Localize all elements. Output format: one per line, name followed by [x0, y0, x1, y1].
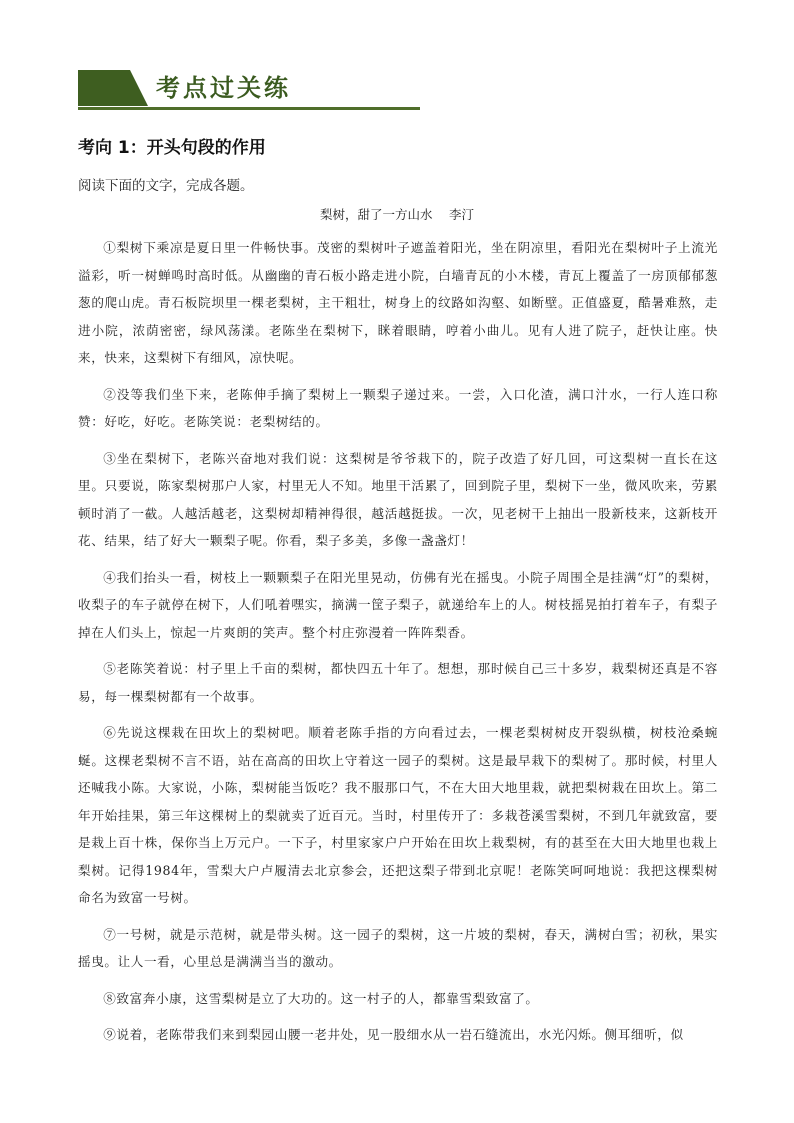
paragraph-8: ⑧致富奔小康，这雪梨树是立了大功的。这一村子的人，都靠雪梨致富了。 — [103, 990, 539, 1006]
article-title: 梨树，甜了一方山水 李汀 — [320, 207, 474, 222]
paragraph-4: ④我们抬头一看，树枝上一颗颗梨子在阳光里晃动，仿佛有光在摇曳。小院子周围全是挂满“灯”的梨树，收梨子的车子就停在树下，人们吼着嘿实，摘满一筐子梨子，就递给车上的人。树枝摇晃拍打着车子，有梨子掉在人们头上，惊起一片爽朗的笑声。整个村庄弥漫着一阵阵梨香。 — [78, 569, 718, 640]
banner-title: 考点过关练 — [156, 73, 291, 102]
paragraph-6: ⑥先说这棵栽在田坎上的梨树吧。顺着老陈手指的方向看过去，一棵老梨树树皮开裂纵横，树枝沧桑蜿蜒。这棵老梨树不言不语，站在高高的田坎上守着这一园子的梨树。这是最早栽下的梨树了。那时候，村里人还喊我小陈。大家说，小陈，梨树能当饭吃？我不服那口气，不在大田大地里栽，就把梨树栽在田坎上。第二年开始挂果，第三年这棵树上的梨就卖了近百元。当时，村里传开了：多栽苍溪雪梨树，不到几年就致富，要是栽上百十株，保你当上万元户。一下子，村里家家户户开始在田坎上栽梨树，有的甚至在大田大地里也栽上梨树。记得1984年，雪梨大户卢履清去北京参会，还把这梨子带到北京呢！老陈笑呵呵地说：我把这棵梨树命名为致富一号树。 — [78, 725, 718, 905]
banner-underline — [78, 107, 420, 110]
paragraph-3: ③坐在梨树下，老陈兴奋地对我们说：这梨树是爷爷栽下的，院子改造了好几回，可这梨树一直长在这里。只要说，陈家梨树那户人家，村里无人不知。地里干活累了，回到院子里，梨树下一坐，微风吹来，劳累顿时消了一截。人越活越老，这梨树却精神得很，越活越挺拔。一次，见老树干上抽出一股新枝来，这新枝开花、结果，结了好大一颗梨子呢。你看，梨子多美，多像一盏盏灯！ — [78, 450, 718, 548]
article-body — [78, 234, 718, 1058]
paragraph-9: ⑨说着，老陈带我们来到梨园山腰一老井处，见一股细水从一岩石缝流出，水光闪烁。侧耳细听，似 — [103, 1027, 684, 1042]
paragraph-1: ①梨树下乘凉是夏日里一件畅快事。茂密的梨树叶子遮盖着阳光，坐在阴凉里，看阳光在梨树叶子上流光溢彩，听一树蝉鸣时高时低。从幽幽的青石板小路走进小院，白墙青瓦的小木楼，青瓦上覆盖了一房顶郁郁葱葱的爬山虎。青石板院坝里一棵老梨树，主干粗壮，树身上的纹路如沟壑、如断壁。正值盛夏，酷暑难熬，走进小院，浓荫密密，绿风荡漾。老陈坐在梨树下，眯着眼睛，哼着小曲儿。见有人进了院子，赶快让座。快来，快来，这梨树下有细风，凉快呢。 — [78, 240, 718, 365]
banner-parallelogram-icon — [78, 70, 148, 106]
section-banner — [78, 70, 420, 112]
section-heading: 考向 1：开头句段的作用 — [78, 138, 266, 158]
paragraph-5: ⑤老陈笑着说：村子里上千亩的梨树，都快四五十年了。想想，那时候自己三十多岁，栽梨树还真是不容易，每一棵梨树都有一个故事。 — [78, 661, 718, 704]
instruction-text: 阅读下面的文字，完成各题。 — [78, 178, 254, 194]
paragraph-2: ②没等我们坐下来，老陈伸手摘了梨树上一颗梨子递过来。一尝，入口化渣，满口汁水，一行人连口称赞：好吃，好吃。老陈笑说：老梨树结的。 — [78, 386, 718, 429]
paragraph-7: ⑦一号树，就是示范树，就是带头树。这一园子的梨树，这一片坡的梨树，春天，满树白雪；初秋，果实摇曳。让人一看，心里总是满满当当的激动。 — [78, 926, 718, 969]
